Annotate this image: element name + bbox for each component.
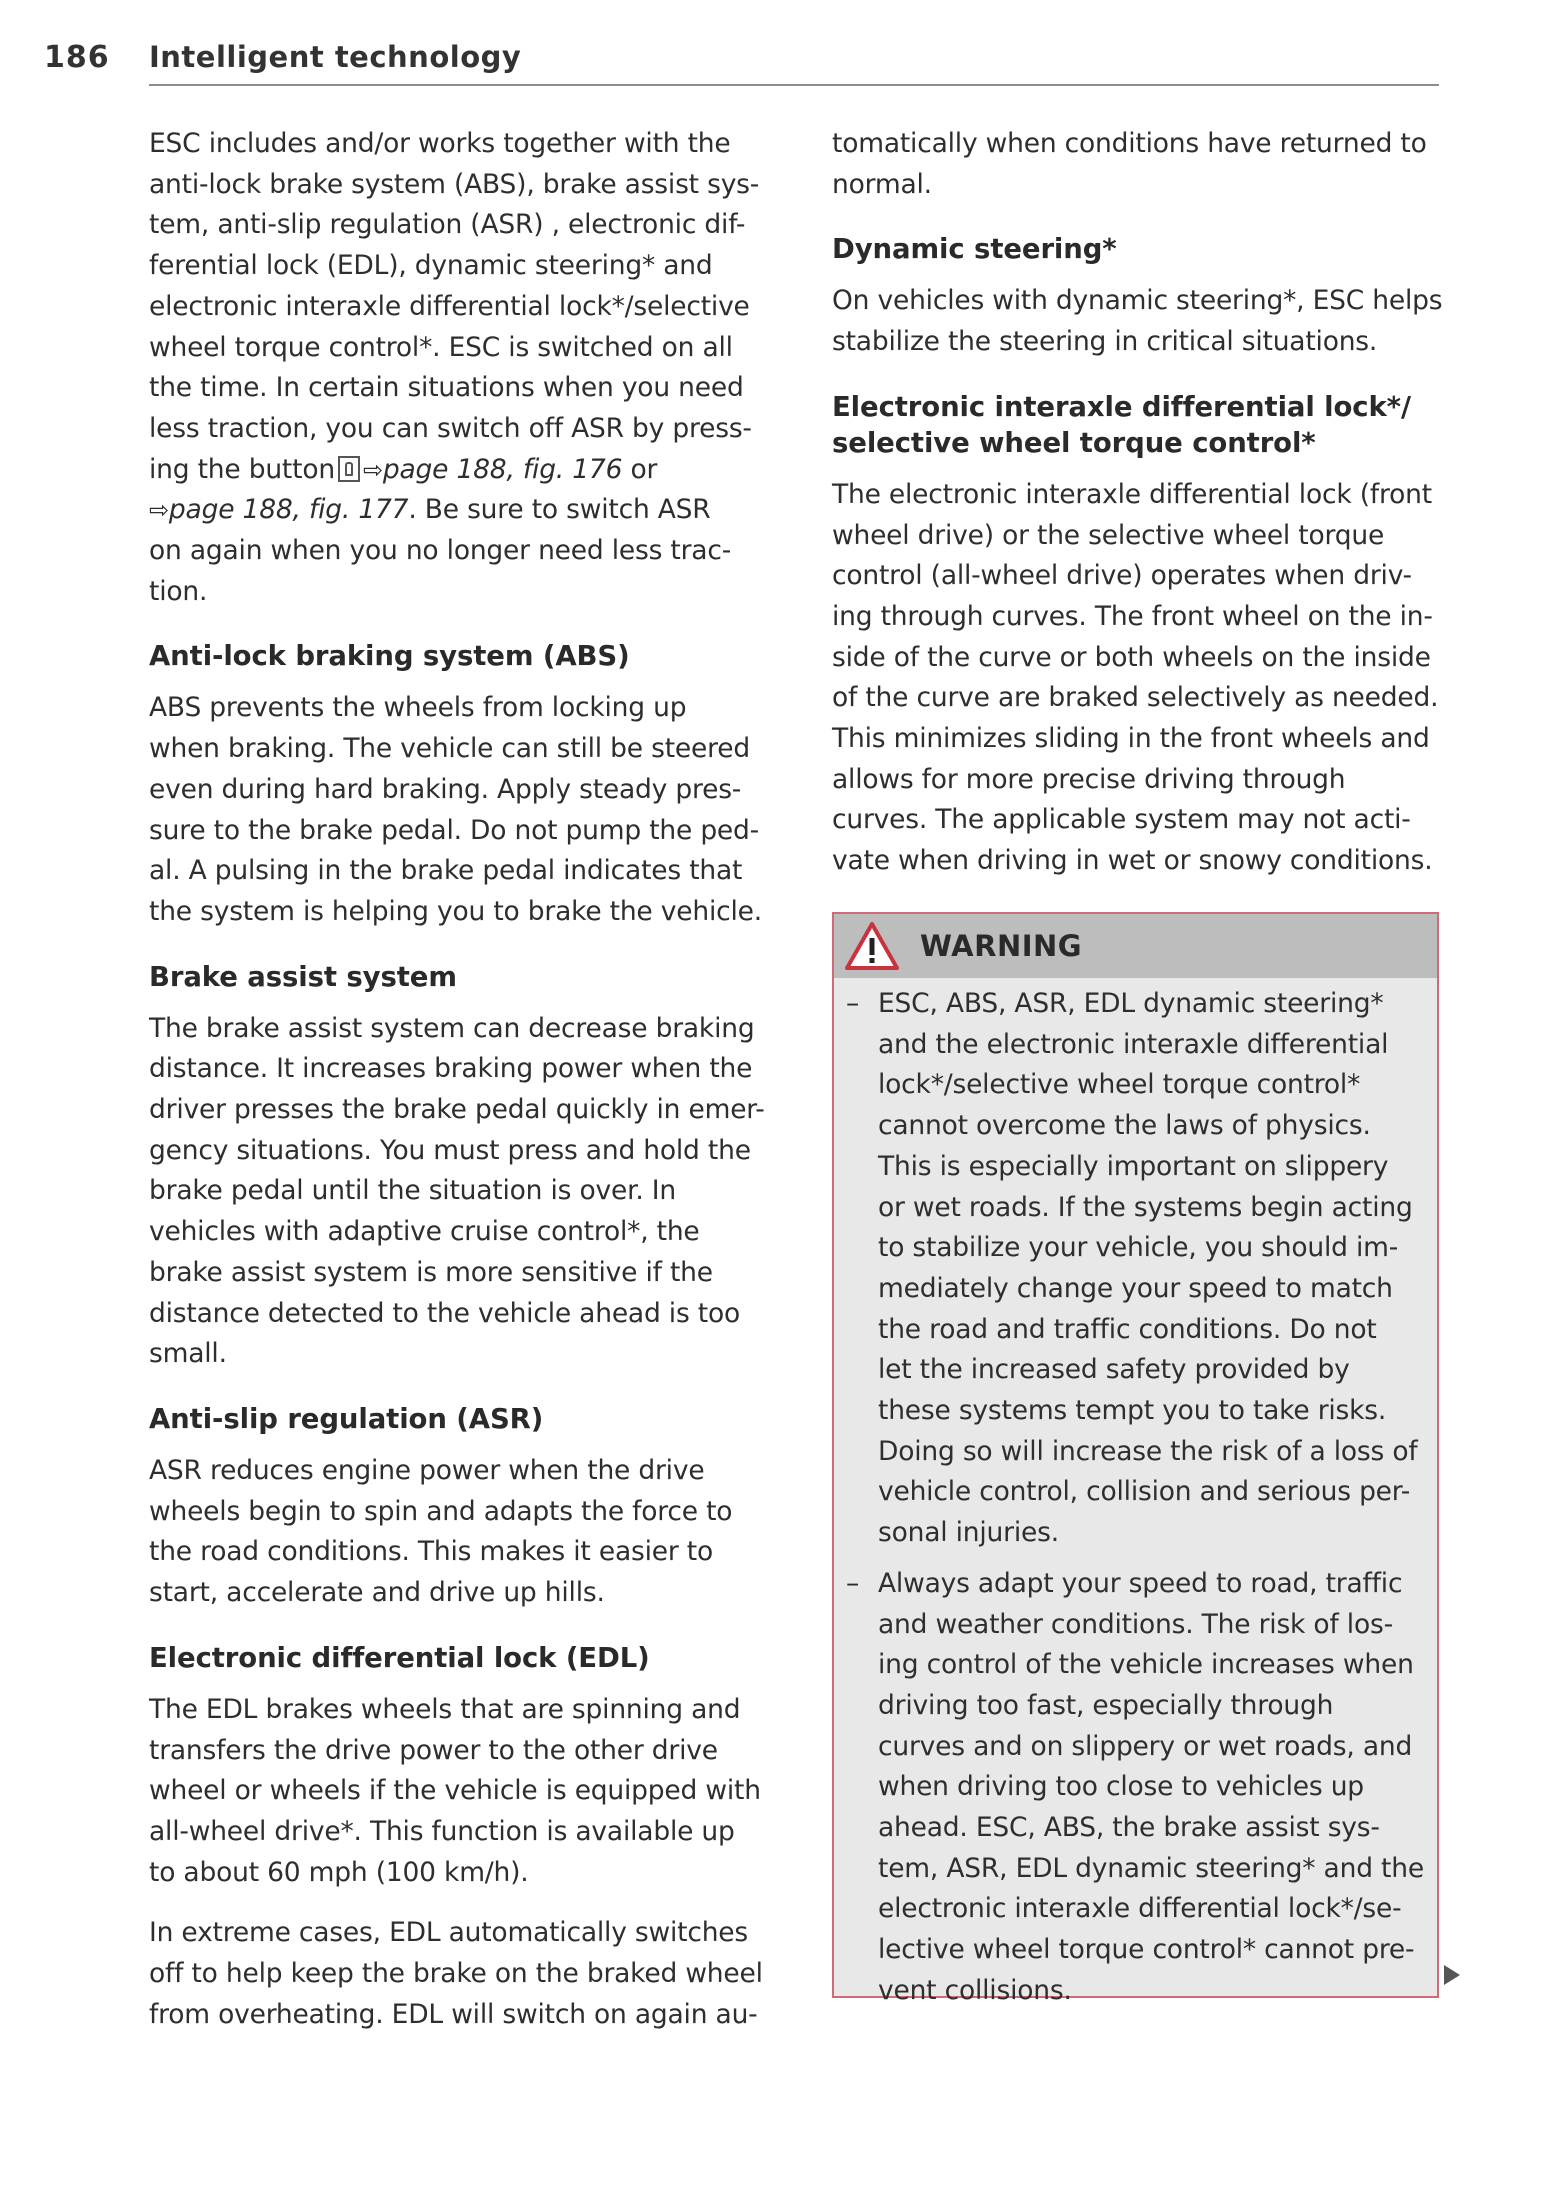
text-line: electronic interaxle differential lock*/selective: [149, 290, 750, 322]
edl-heading: Electronic differential lock (EDL): [149, 1641, 650, 1674]
text-line: In extreme cases, EDL automatically switches: [149, 1917, 749, 1949]
text-line: stabilize the steering in critical situations.: [832, 326, 1378, 358]
text-line: vehicle control, collision and serious per-: [878, 1476, 1411, 1508]
text-line: to stabilize your vehicle, you should im-: [878, 1232, 1399, 1264]
edl-paragraph-2: [149, 1913, 764, 2035]
text-line: sonal injuries.: [878, 1517, 1059, 1549]
warning-list: [834, 978, 1437, 2012]
text-line: the system is helping you to brake the vehicle.: [149, 895, 762, 927]
text-line: ferential lock (EDL), dynamic steering* and: [149, 250, 713, 282]
text-fragment: or: [630, 453, 658, 485]
heading-line: selective wheel torque control*: [832, 426, 1316, 459]
text-line: cannot overcome the laws of physics.: [878, 1110, 1371, 1142]
asr-button-icon: [338, 456, 360, 482]
text-line: and the electronic interaxle differential: [878, 1028, 1389, 1060]
text-line: vehicles with adaptive cruise control*, the: [149, 1216, 700, 1248]
text-line: of the curve are braked selectively as needed.: [832, 682, 1439, 714]
list-dash: –: [846, 1567, 860, 1599]
text-line: gency situations. You must press and hold the: [149, 1134, 751, 1166]
abs-heading: Anti-lock braking system (ABS): [149, 640, 630, 673]
text-line: wheel or wheels if the vehicle is equipped with: [149, 1775, 761, 1807]
text-line: ahead. ESC, ABS, the brake assist sys-: [878, 1812, 1380, 1844]
text-line: The electronic interaxle differential lock (front: [832, 478, 1432, 510]
warning-item: [846, 1564, 1427, 2012]
text-line: curves. The applicable system may not acti-: [832, 804, 1411, 836]
text-line: wheel torque control*. ESC is switched on all: [149, 331, 733, 363]
text-line: ABS prevents the wheels from locking up: [149, 692, 687, 724]
right-column: [832, 124, 1443, 902]
text-line: distance. It increases braking power when the: [149, 1053, 753, 1085]
brake-assist-paragraph: [149, 1009, 764, 1375]
text-line: from overheating. EDL will switch on again au-: [149, 1998, 758, 2030]
text-line: curves and on slippery or wet roads, and: [878, 1730, 1413, 1762]
asr-heading: Anti-slip regulation (ASR): [149, 1402, 544, 1435]
text-line: tomatically when conditions have returned to: [832, 128, 1427, 159]
text-line: when driving too close to vehicles up: [878, 1771, 1364, 1803]
text-fragment: ing the button: [149, 453, 335, 485]
text-line: The EDL brakes wheels that are spinning and: [149, 1693, 741, 1725]
text-line: all-wheel drive*. This function is available up: [149, 1815, 735, 1847]
left-column: [149, 124, 764, 2055]
section-title: Intelligent technology: [149, 40, 522, 74]
warning-title: WARNING: [920, 929, 1083, 963]
text-line: vent collisions.: [878, 1974, 1072, 2006]
text-line: the time. In certain situations when you need: [149, 372, 744, 404]
text-line: ing control of the vehicle increases when: [878, 1649, 1414, 1681]
text-line: mediately change your speed to match: [878, 1272, 1393, 1304]
text-line: these systems tempt you to take risks.: [878, 1395, 1387, 1427]
text-line: transfers the drive power to the other drive: [149, 1734, 718, 1766]
esc-intro-paragraph: [149, 124, 764, 612]
text-line: ing through curves. The front wheel on the in-: [832, 600, 1433, 632]
text-line: The brake assist system can decrease braking: [149, 1012, 755, 1044]
list-dash: –: [846, 988, 860, 1019]
text-line: less traction, you can switch off ASR by press-: [149, 412, 752, 444]
text-line: let the increased safety provided by: [878, 1354, 1350, 1386]
text-line: off to help keep the brake on the braked wheel: [149, 1958, 763, 1990]
continue-arrow-icon: [1444, 1965, 1460, 1985]
edl-continued-paragraph: [832, 124, 1439, 205]
text-line: driver presses the brake pedal quickly in emer-: [149, 1094, 765, 1126]
text-line: brake pedal until the situation is over. In: [149, 1175, 676, 1207]
header-rule: [149, 84, 1439, 86]
text-line: lock*/selective wheel torque control*: [878, 1069, 1361, 1101]
interaxle-heading: [832, 389, 1439, 461]
warning-header: [834, 914, 1437, 978]
text-line: wheel drive) or the selective wheel torque: [832, 519, 1385, 551]
dynamic-steering-paragraph: [832, 281, 1443, 362]
text-line: On vehicles with dynamic steering*, ESC helps: [832, 285, 1443, 317]
text-line: This minimizes sliding in the front wheels and: [832, 723, 1430, 755]
figure-reference-link[interactable]: page 188, fig. 176: [382, 453, 623, 485]
text-line: ESC, ABS, ASR, EDL dynamic steering*: [878, 988, 1384, 1019]
text-line: distance detected to the vehicle ahead is too: [149, 1297, 741, 1329]
text-line: small.: [149, 1338, 227, 1370]
text-line: control (all-wheel drive) operates when driv-: [832, 560, 1412, 592]
text-line: ESC includes and/or works together with the: [149, 128, 731, 159]
text-line: tem, ASR, EDL dynamic steering* and the: [878, 1852, 1424, 1884]
dynamic-steering-heading: Dynamic steering*: [832, 233, 1117, 266]
text-line: wheels begin to spin and adapts the force to: [149, 1495, 733, 1527]
text-line: to about 60 mph (100 km/h).: [149, 1856, 529, 1888]
text-line: anti-lock brake system (ABS), brake assist sys-: [149, 168, 760, 200]
text-line: allows for more precise driving through: [832, 763, 1346, 795]
text-line: on again when you no longer need less trac-: [149, 535, 732, 567]
text-line: side of the curve or both wheels on the inside: [832, 641, 1431, 673]
text-line: vate when driving in wet or snowy conditions.: [832, 845, 1433, 877]
text-line: the road and traffic conditions. Do not: [878, 1313, 1377, 1345]
text-line: [149, 450, 764, 491]
edl-paragraph-1: [149, 1690, 764, 1894]
brake-assist-heading: Brake assist system: [149, 960, 457, 993]
text-line: sure to the brake pedal. Do not pump the ped-: [149, 814, 760, 846]
page-number: 186: [44, 40, 110, 75]
text-line: or wet roads. If the systems begin acting: [878, 1191, 1413, 1223]
text-line: [149, 490, 764, 531]
text-line: Always adapt your speed to road, traffic: [878, 1567, 1403, 1599]
text-line: Doing so will increase the risk of a loss of: [878, 1435, 1418, 1467]
text-line: even during hard braking. Apply steady pres-: [149, 773, 742, 805]
text-line: ASR reduces engine power when the drive: [149, 1454, 705, 1486]
text-line: lective wheel torque control* cannot pre-: [878, 1934, 1415, 1966]
text-line: electronic interaxle differential lock*/se-: [878, 1893, 1402, 1925]
text-line: driving too fast, especially through: [878, 1689, 1334, 1721]
text-line: tion.: [149, 575, 208, 607]
text-line: when braking. The vehicle can still be steered: [149, 733, 750, 765]
warning-box: [832, 912, 1439, 2006]
reference-arrow-icon: ⇨: [149, 496, 169, 525]
text-fragment: . Be sure to switch ASR: [408, 494, 711, 526]
text-line: brake assist system is more sensitive if the: [149, 1256, 713, 1288]
heading-line: Electronic interaxle differential lock*/: [832, 390, 1411, 423]
asr-paragraph: [149, 1451, 764, 1614]
reference-arrow-icon: ⇨: [362, 455, 383, 484]
text-line: al. A pulsing in the brake pedal indicates that: [149, 855, 743, 887]
warning-item: [846, 984, 1427, 1554]
interaxle-paragraph: [832, 475, 1439, 882]
text-line: This is especially important on slippery: [878, 1150, 1389, 1182]
text-line: tem, anti-slip regulation (ASR) , electronic dif-: [149, 209, 746, 241]
abs-paragraph: [149, 688, 764, 932]
warning-triangle-icon: [844, 921, 900, 971]
text-line: start, accelerate and drive up hills.: [149, 1577, 605, 1609]
text-line: the road conditions. This makes it easier to: [149, 1536, 713, 1568]
text-line: normal.: [832, 168, 932, 200]
text-line: and weather conditions. The risk of los-: [878, 1608, 1393, 1640]
figure-reference-link[interactable]: page 188, fig. 177: [168, 494, 409, 526]
